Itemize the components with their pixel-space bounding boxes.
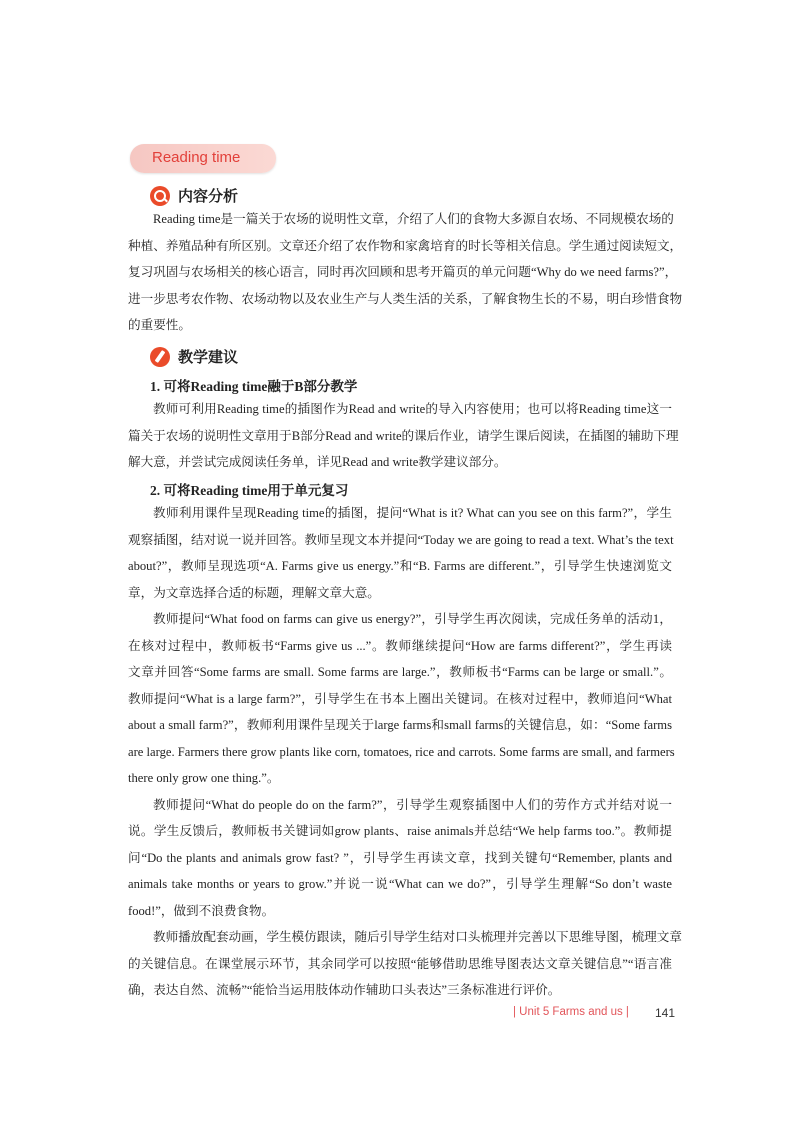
text-line: 确，表达自然、流畅”“能恰当运用肢体动作辅助口头表达”三条标准进行评价。 [128,983,561,997]
text-line: 说。学生反馈后，教师板书关键词如grow plants、raise animals并总结“We help farms too.”。教师提 [128,824,672,838]
pen-icon [150,347,170,367]
advice-text-2 [128,500,682,1004]
text-line: there only grow one thing.”。 [128,771,280,785]
text-line: animals take months or years to grow.”并说一说“What can we do?”，引导学生理解“So don’t waste [128,877,672,891]
advice-text-1 [128,396,679,476]
text-line: are large. Farmers there grow plants like corn, tomatoes, rice and carrots. Some farms are small, and farmers [128,744,675,759]
text-line: 教师提问“What food on farms can give us energy?”，引导学生再次阅读，完成任务单的活动1， [153,612,672,626]
heading-advice-text: 教学建议 [178,349,239,366]
text-line: 教师利用课件呈现Reading time的插图，提问“What is it? What can you see on this farm?”，学生 [153,506,672,520]
text-line: 篇关于农场的说明性文章用于B部分Read and write的课后作业，请学生课后阅读，在插图的辅助下理 [128,428,679,443]
text-line: 文章并回答“Some farms are small. Some farms are large.”，教师板书“Farms can be large or small.”。 [128,665,672,679]
text-line: 教师可利用Reading time的插图作为Read and write的导入内容使用；也可以将Reading time这一 [153,402,672,416]
footer-unit: | Unit 5 Farms and us | [513,1006,629,1018]
text-line: 进一步思考农作物、农场动物以及农业生产与人类生活的关系，了解食物生长的不易，明白珍惜食物 [128,291,683,306]
text-line: 教师提问“What do people do on the farm?”，引导学生观察插图中人们的劳作方式并结对说一 [153,797,672,812]
text-line: 解大意，并尝试完成阅读任务单，详见Read and write教学建议部分。 [128,455,507,469]
heading-analysis-text: 内容分析 [178,188,239,205]
text-line: 的重要性。 [128,318,191,332]
text-line: food!”，做到不浪费食物。 [128,903,275,918]
text-line: about?”，教师呈现选项“A. Farms give us energy.”和“B. Farms are different.”，引导学生快速浏览文 [128,559,672,573]
search-icon [150,186,170,206]
subheading-2: 2. 可将Reading time用于单元复习 [150,483,349,498]
text-line: 种植、养殖品种有所区别。文章还介绍了农作物和家禽培育的时长等相关信息。学生通过阅读短文， [128,238,683,253]
page-number: 141 [655,1006,676,1020]
analysis-text [128,206,683,339]
section-tag-label: Reading time [152,149,241,166]
section-tag [130,144,276,173]
text-line: 问“Do the plants and animals grow fast? ”，引导学生再读文章，找到关键句“Remember, plants and [128,850,672,865]
text-line: 的关键信息。在课堂展示环节，其余同学可以按照“能够借助思维导图表达文章关键信息”“语言准 [128,956,672,971]
heading-analysis [150,185,238,206]
text-line: about a small farm?”，教师利用课件呈现关于large farms和small farms的关键信息，如：“Some farms [128,718,672,732]
text-line: 教师播放配套动画，学生模仿跟读，随后引导学生结对口头梳理并完善以下思维导图，梳理文章 [153,930,682,944]
text-line: Reading time是一篇关于农场的说明性文章，介绍了人们的食物大多源自农场、不同规模农场的 [153,212,674,226]
subheading-1: 1. 可将Reading time融于B部分教学 [150,379,358,394]
text-line: 复习巩固与农场相关的核心语言，同时再次回顾和思考开篇页的单元问题“Why do we need farms?”， [128,265,678,279]
text-line: 教师提问“What is a large farm?”，引导学生在书本上圈出关键词。在核对过程中，教师追问“What [128,691,672,706]
text-line: 章，为文章选择合适的标题，理解文章大意。 [128,585,380,600]
heading-advice [150,346,238,367]
text-line: 在核对过程中，教师板书“Farms give us ...”。教师继续提问“How are farms different?”，学生再读 [128,638,672,653]
text-line: 观察插图，结对说一说并回答。教师呈现文本并提问“Today we are going to read a text. What’s the text [128,532,674,547]
